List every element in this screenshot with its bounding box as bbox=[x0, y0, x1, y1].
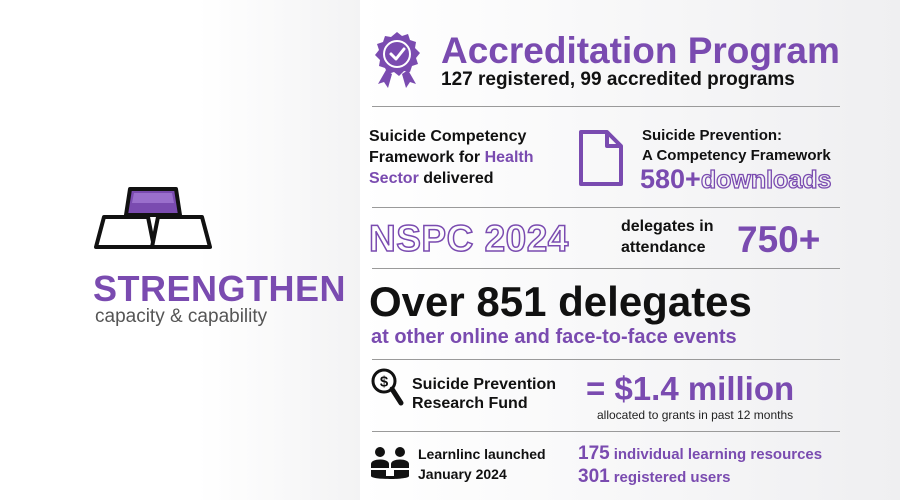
divider bbox=[372, 268, 840, 269]
divider bbox=[372, 207, 840, 208]
document-icon bbox=[577, 128, 625, 188]
divider bbox=[372, 359, 840, 360]
research-fund-text: Suicide Prevention Research Fund bbox=[412, 376, 557, 412]
money-magnifier-icon bbox=[370, 367, 404, 407]
svg-text:$: $ bbox=[379, 373, 389, 391]
strengthen-title: STRENGTHEN bbox=[93, 268, 347, 309]
accreditation-subtitle: 127 registered, 99 accredited programs bbox=[441, 69, 795, 90]
nspc-title: NSPC 2024 bbox=[369, 218, 569, 259]
events-subtitle: at other online and face-to-face events bbox=[371, 326, 737, 348]
events-title: Over 851 delegates bbox=[369, 278, 752, 325]
divider bbox=[372, 431, 840, 432]
prevention-framework-title: Suicide Prevention: A Competency Framework bbox=[642, 127, 831, 164]
learning-resources-stat: 175 individual learning resources bbox=[578, 443, 823, 464]
accreditation-title: Accreditation Program bbox=[441, 30, 840, 71]
fund-amount: = $1.4 million bbox=[586, 370, 795, 407]
strengthen-subtitle: capacity & capability bbox=[95, 306, 268, 327]
framework-delivered-text: Suicide Competency Framework for Health Sector delivered bbox=[369, 128, 534, 187]
delegates-number: 750+ bbox=[737, 219, 821, 260]
downloads-word: downloads bbox=[700, 166, 832, 194]
downloads-number: 580+ bbox=[640, 164, 701, 194]
gold-bars-icon bbox=[92, 185, 214, 251]
downloads-stat bbox=[640, 164, 831, 195]
award-badge-icon bbox=[372, 30, 422, 90]
fund-note: allocated to grants in past 12 months bbox=[597, 408, 794, 422]
community-people-icon bbox=[369, 446, 411, 480]
divider bbox=[372, 106, 840, 107]
learnlinc-launch-text: Learnlinc launched January 2024 bbox=[418, 446, 546, 482]
delegates-attendance-text: delegates in attendance bbox=[621, 218, 714, 256]
registered-users-stat: 301 registered users bbox=[578, 466, 731, 487]
